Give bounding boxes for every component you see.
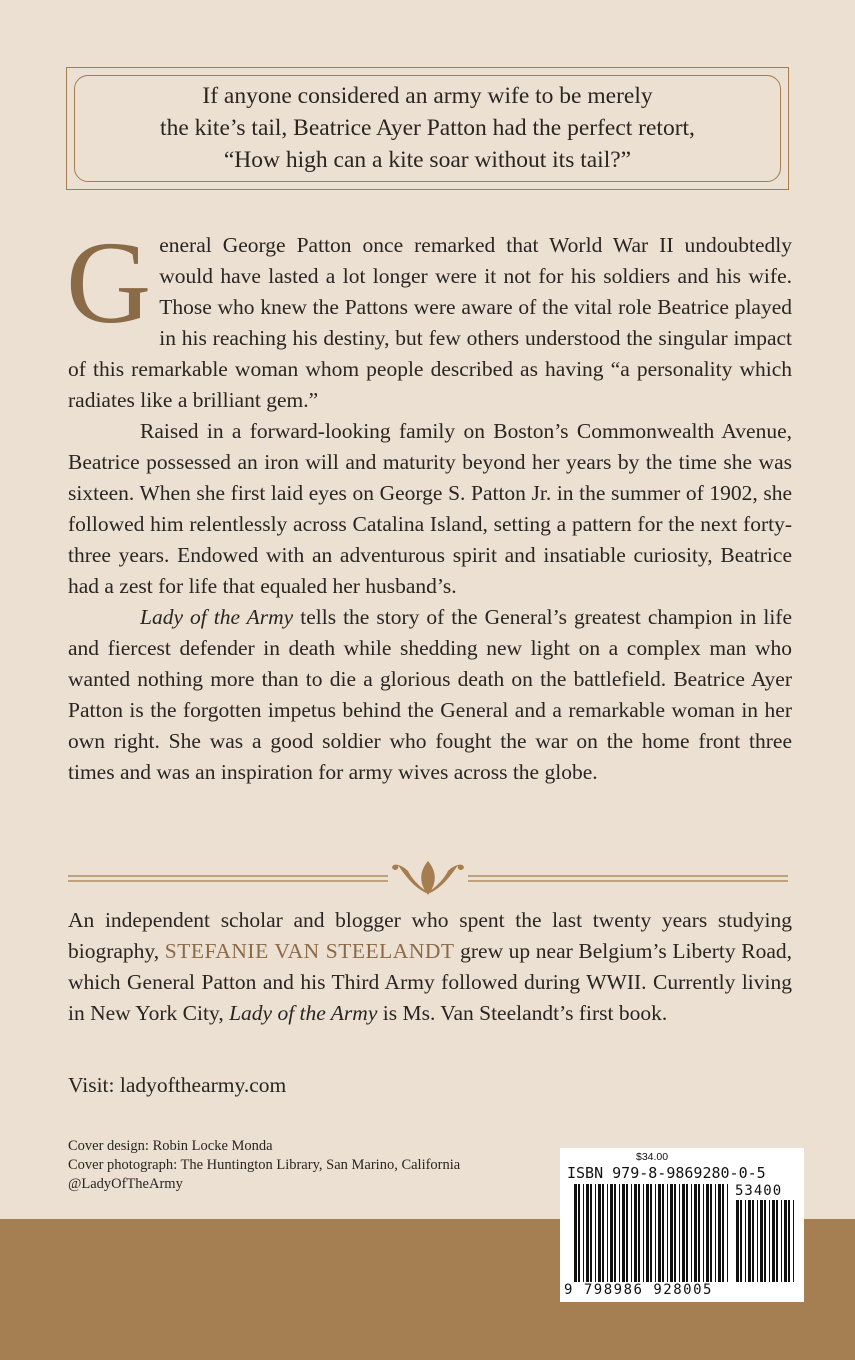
description-p3-text: tells the story of the General’s greatest champion in life and fiercest defender in death while shedding new light on a complex man who wanted nothing more than to die a glorious death on the battlefield. Beatrice Ayer Patton is the forgotten impetus behind the General and a remarkable woman in her own right. She was a good soldier who fought the war on the home front three times and was an inspiration for army wives across the globe. [68, 605, 793, 784]
description-paragraph-3 [68, 602, 792, 788]
bio-book-title: Lady of the Army [229, 1001, 378, 1025]
drop-cap: G [66, 217, 152, 348]
author-name: STEFANIE VAN STEELANDT [164, 939, 455, 963]
quote-line-1: If anyone considered an army wife to be merely [202, 83, 653, 109]
cover-photo-credit: Cover photograph: The Huntington Library, San Marino, California [68, 1157, 461, 1173]
pull-quote [87, 80, 768, 176]
fleuron-icon [392, 861, 464, 895]
website-link[interactable]: Visit: ladyofthearmy.com [68, 1073, 287, 1097]
description-paragraph-2: Raised in a forward-looking family on Boston’s Commonwealth Avenue, Beatrice possessed an iron will and maturity beyond her years by the time she was sixteen. When she first laid eyes on George S. Patton Jr. in the summer of 1902, she followed him relentlessly across Catalina Island, setting a pattern for the next forty-three years. Endowed with an adventurous spirit and insatiable curiosity, Beatrice had a zest for life that equaled her husband’s. [68, 419, 792, 598]
price-label: $34.00 [636, 1151, 669, 1163]
book-title: Lady of the Army [140, 605, 294, 629]
quote-frame [66, 67, 789, 190]
bio-mid: grew up near Belgium’s Liberty Road, which General Patton and his Third Army followed during WWII. Currently living in New York City, [68, 939, 792, 1025]
credits [68, 1137, 460, 1194]
bio-paragraph [68, 905, 792, 1029]
social-handle: @LadyOfTheArmy [68, 1176, 183, 1192]
ornament-divider [68, 857, 788, 901]
isbn-label: ISBN 979-8-9869280-0-5 [567, 1164, 766, 1182]
description [66, 217, 793, 788]
bio-end: is Ms. Van Steelandt’s first book. [377, 1001, 668, 1025]
quote-line-2: the kite’s tail, Beatrice Ayer Patton had the perfect retort, [160, 115, 695, 141]
cover-design-credit: Cover design: Robin Locke Monda [68, 1138, 273, 1154]
barcode-box [560, 1148, 804, 1302]
description-paragraph-1 [66, 217, 792, 416]
addon-number: 53400 [735, 1183, 783, 1199]
barcode-bars [560, 1148, 804, 1302]
author-bio [68, 905, 792, 1029]
description-p1-text: eneral George Patton once remarked that World War II undoubtedly would have lasted a lot longer were it not for his soldiers and his wife. Those who knew the Pattons were aware of the vital role Beatrice played in his reaching his destiny, but few others understood the singular impact of this remarkable woman whom people described as having “a personality which radiates like a brilliant gem.” [68, 233, 792, 412]
bio-intro: An independent scholar and blogger who spent the last twenty years studying biography, [68, 908, 792, 963]
quote-line-3: “How high can a kite soar without its tail?” [223, 147, 632, 173]
ean-number: 9 798986 928005 [564, 1282, 713, 1298]
